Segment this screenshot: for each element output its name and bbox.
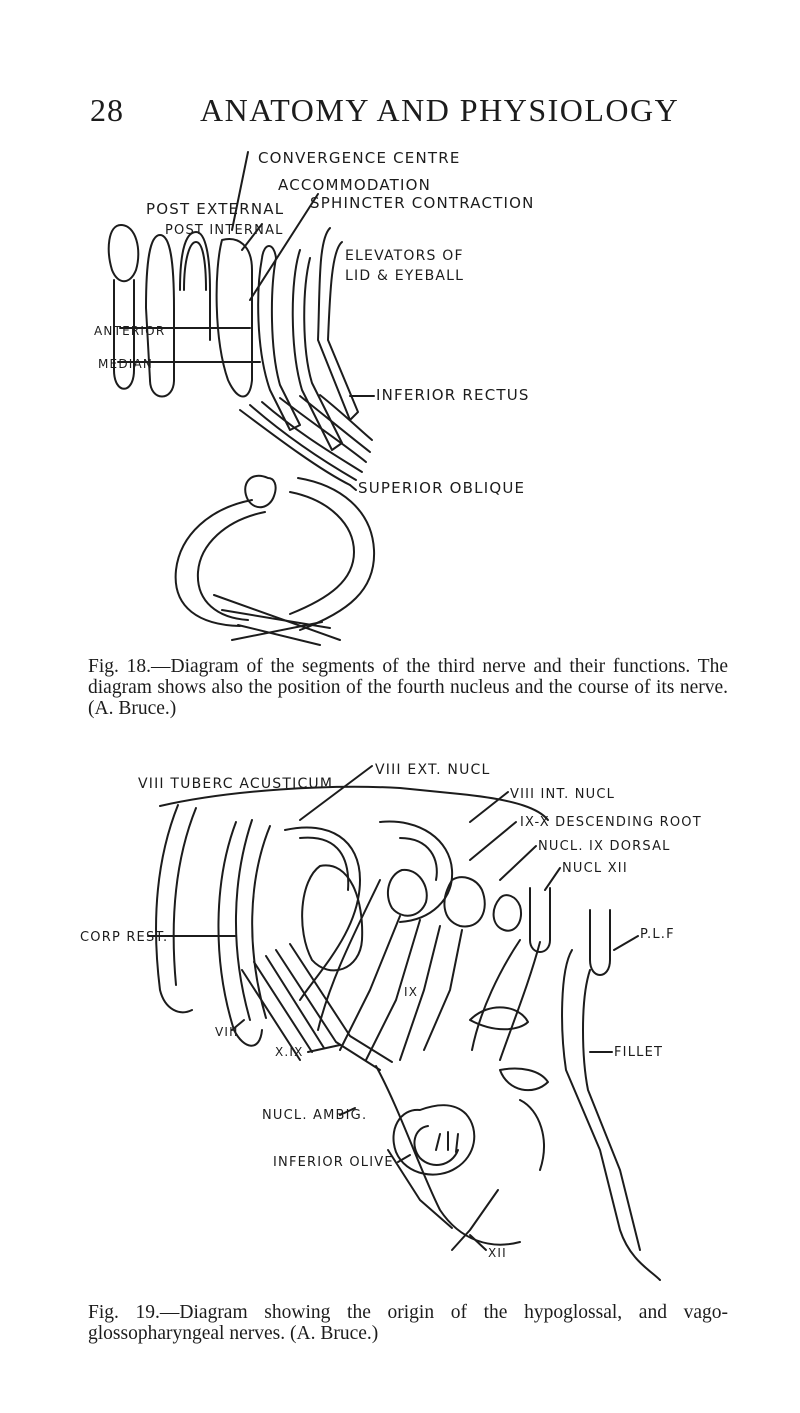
label-sphincter-contraction: SPHINCTER CONTRACTION bbox=[310, 194, 535, 212]
label-nucl-xii: NUCL XII bbox=[562, 861, 628, 876]
label-convergence-centre: CONVERGENCE CENTRE bbox=[258, 149, 461, 167]
figure-19-caption: Fig. 19.—Diagram showing the origin of the hypoglossal, and vago-glossopharyngeal nerves. (A. Bruce.) bbox=[88, 1302, 728, 1344]
label-superior-oblique: SUPERIOR OBLIQUE bbox=[358, 479, 526, 497]
label-corp-rest: CORP REST. bbox=[80, 930, 169, 945]
label-elevators-2: LID & EYEBALL bbox=[345, 268, 465, 284]
label-xii-root: XII bbox=[488, 1246, 507, 1260]
label-elevators-1: ELEVATORS OF bbox=[345, 248, 464, 264]
label-ix-root: IX bbox=[404, 985, 419, 999]
running-head: ANATOMY AND PHYSIOLOGY bbox=[200, 92, 680, 128]
label-accommodation: ACCOMMODATION bbox=[278, 176, 432, 194]
figure-19-diagram bbox=[0, 730, 800, 1290]
figure-18-caption: Fig. 18.—Diagram of the segments of the third nerve and their functions. The diagram shows also the position of the fourth nucleus and the course of its nerve. (A. Bruce.) bbox=[88, 656, 728, 719]
fourth-nerve-course bbox=[176, 476, 374, 645]
label-nucl-ambig: NUCL. AMBIG. bbox=[262, 1108, 368, 1123]
label-viii-ext-nucl: VIII EXT. NUCL bbox=[375, 762, 491, 778]
third-nerve-segments bbox=[109, 225, 372, 485]
label-post-internal: POST INTERNAL bbox=[165, 223, 284, 238]
label-plf: P.L.F bbox=[640, 927, 675, 942]
label-viii-root: VIII bbox=[215, 1025, 239, 1039]
label-nucl-ix-dorsal: NUCL. IX DORSAL bbox=[538, 839, 671, 854]
label-median: MEDIAN bbox=[98, 357, 154, 371]
label-viii-int-nucl: VIII INT. NUCL bbox=[510, 787, 616, 802]
label-ix-x-descending-root: IX-X DESCENDING ROOT bbox=[520, 815, 702, 830]
label-inferior-olive: INFERIOR OLIVE bbox=[273, 1155, 394, 1170]
label-post-external: POST EXTERNAL bbox=[146, 200, 285, 218]
figure-18-diagram bbox=[0, 140, 800, 660]
label-viii-tuberc-acusticum: VIII TUBERC ACUSTICUM bbox=[138, 776, 334, 792]
page-number: 28 bbox=[90, 92, 124, 128]
label-x-ix: X.IX bbox=[275, 1045, 304, 1059]
label-fillet: FILLET bbox=[614, 1045, 664, 1060]
label-inferior-rectus: INFERIOR RECTUS bbox=[376, 386, 530, 404]
page-header bbox=[0, 92, 800, 132]
label-anterior: ANTERIOR bbox=[94, 324, 166, 338]
